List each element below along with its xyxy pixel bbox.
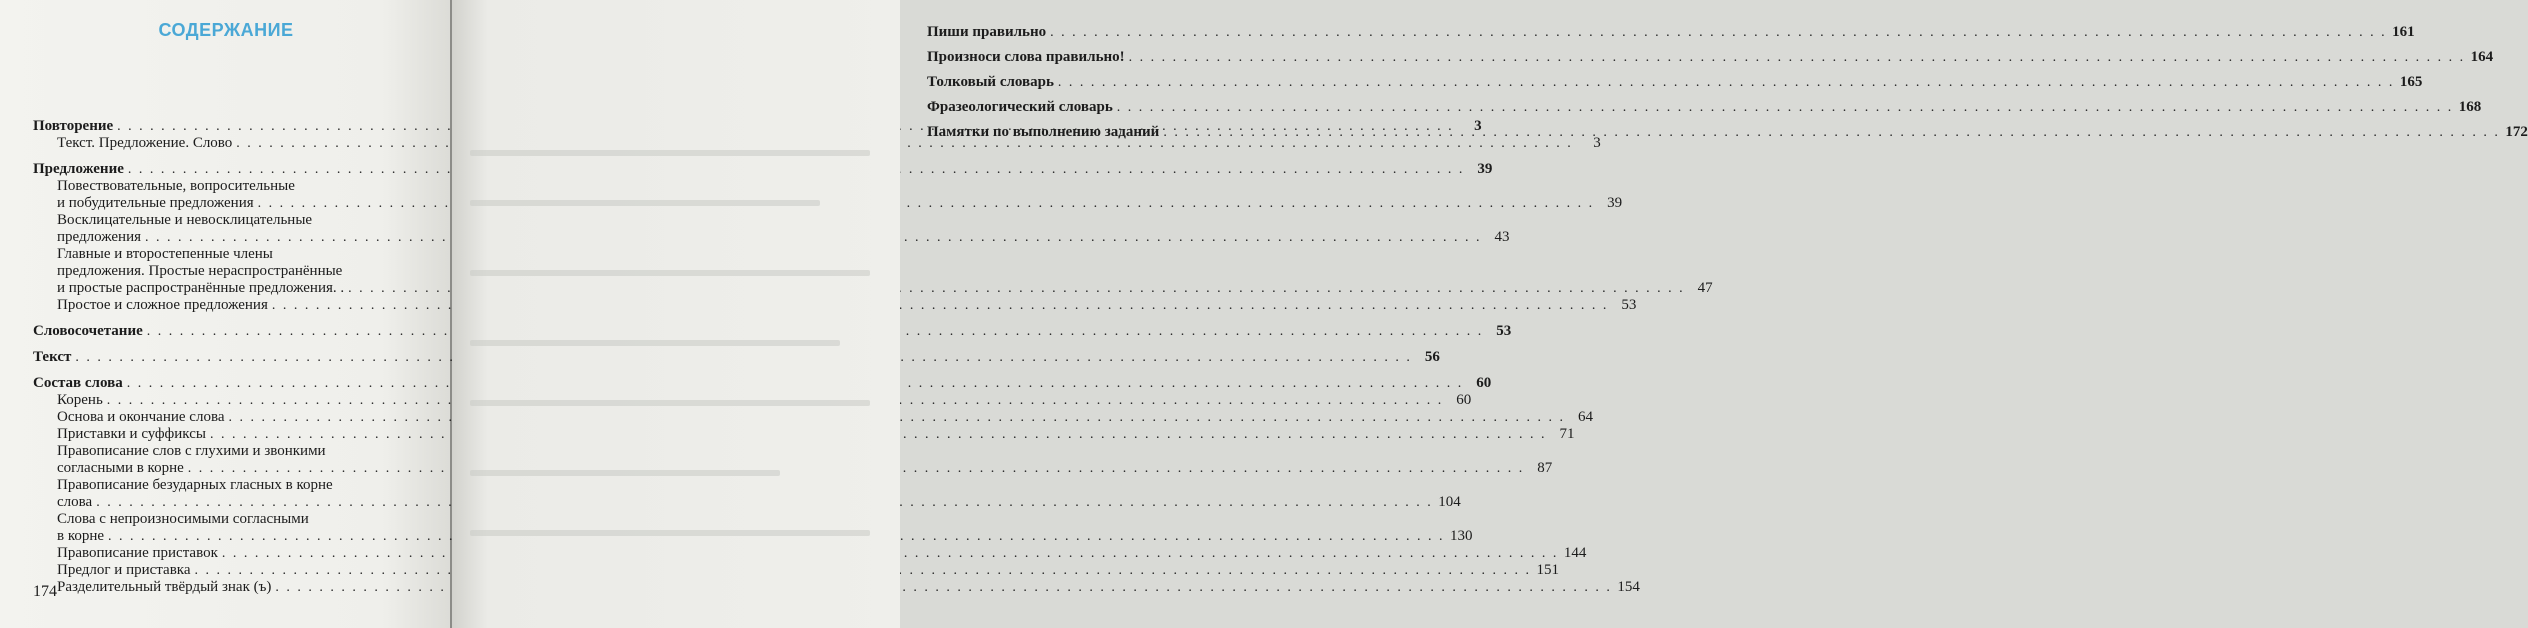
toc-entry-page: 104 — [1438, 494, 1461, 510]
toc-entry — [33, 195, 1623, 212]
toc-entry-line: предложения. Простые нераспространённые — [57, 263, 343, 279]
toc-entry — [33, 409, 1593, 426]
toc-entry-line: Слова с непроизносимыми согласными — [57, 511, 309, 527]
toc-entry — [33, 579, 1640, 596]
toc-entry-title: Памятки по выполнению заданий — [927, 124, 1160, 140]
toc-entry-title: Толковый словарь — [927, 74, 1054, 90]
toc-entry-title: предложения — [57, 229, 142, 245]
toc-entry-page: 60 — [1476, 375, 1492, 391]
toc-entry-page: 53 — [1621, 297, 1637, 313]
toc-entry — [33, 528, 1473, 545]
toc-entry-page: 165 — [2399, 74, 2423, 90]
bleed-through — [470, 270, 870, 276]
toc-entry-page: 168 — [2458, 99, 2482, 115]
toc-entry-page: 71 — [1559, 426, 1575, 442]
toc-entry — [33, 135, 1601, 152]
toc-entry-page: 60 — [1456, 392, 1472, 408]
toc-entry — [33, 323, 1512, 340]
toc-entry-page: 56 — [1424, 349, 1440, 365]
toc-entry-line: Восклицательные и невосклицательные — [57, 212, 313, 228]
toc-entry — [33, 562, 1559, 579]
bleed-through — [470, 530, 870, 536]
page-title: СОДЕРЖАНИЕ — [158, 20, 294, 40]
toc-entry — [927, 70, 2423, 95]
toc-entry-page: 87 — [1537, 460, 1553, 476]
toc-entry-title: Простое и сложное предложения — [57, 297, 268, 313]
toc-entry — [33, 161, 1493, 178]
toc-gap — [33, 340, 431, 349]
toc-entry-title: Текст. Предложение. Слово — [57, 135, 233, 151]
toc-entry-title: в корне — [57, 528, 105, 544]
toc-entry-title: Корень — [57, 392, 103, 408]
toc-entry — [33, 392, 1472, 409]
toc-entry-line: Повествовательные, вопросительные — [57, 178, 295, 194]
toc-entry-page: 154 — [1617, 579, 1640, 595]
toc-entry-page: 47 — [1697, 280, 1713, 296]
toc-leader-dots — [1163, 120, 2500, 145]
toc-entry-title: Пиши правильно — [927, 24, 1047, 40]
toc-entry — [927, 120, 2528, 145]
toc-entry — [927, 95, 2482, 120]
toc-entry — [33, 545, 1587, 562]
toc-entry-title: Словосочетание — [33, 323, 143, 339]
toc-right — [927, 20, 2528, 145]
toc-leader-dots — [1117, 95, 2454, 120]
toc-entry-title: и простые распространённые предложения. . — [57, 280, 345, 296]
toc-entry-title: Фразеологический словарь — [927, 99, 1113, 115]
toc-entry-page: 172 — [2505, 124, 2528, 140]
toc-gap — [33, 314, 431, 323]
toc-leader-dots — [1050, 20, 2387, 45]
toc-entry — [33, 349, 1440, 366]
toc-entry-title: Основа и окончание слова — [57, 409, 225, 425]
toc-entry-page: 3 — [1593, 135, 1601, 151]
toc-entry-title: Правописание приставок — [57, 545, 218, 561]
toc-entry — [33, 375, 1492, 392]
toc-entry — [33, 494, 1461, 511]
bleed-through — [470, 400, 870, 406]
toc-entry-title: Произноси слова правильно! — [927, 49, 1125, 65]
toc-entry-page: 39 — [1607, 195, 1623, 211]
toc-entry-page: 161 — [2392, 24, 2415, 40]
toc-entry — [927, 45, 2494, 70]
toc-leader-dots — [1058, 70, 2395, 95]
toc-gap — [33, 366, 431, 375]
toc-entry-title: Текст — [33, 349, 72, 365]
bleed-through — [470, 470, 780, 476]
toc-gap — [33, 152, 431, 161]
toc-entry — [927, 20, 2415, 45]
toc-entry — [33, 229, 1510, 246]
page-number: 174 — [33, 583, 57, 600]
toc-entry-title: Предложение — [33, 161, 124, 177]
toc-entry-page: 130 — [1450, 528, 1473, 544]
toc-entry-page: 43 — [1494, 229, 1510, 245]
toc-entry-title: слова — [57, 494, 93, 510]
toc-entry — [33, 426, 1575, 443]
bleed-through — [470, 340, 840, 346]
toc-entry-line: Правописание слов с глухими и звонкими — [57, 443, 326, 459]
toc-entry-page: 53 — [1496, 323, 1512, 339]
toc-entry-line: Главные и второстепенные члены — [57, 246, 273, 262]
toc-entry-title: Приставки и суффиксы — [57, 426, 206, 442]
toc-leader-dots — [1129, 45, 2466, 70]
toc-entry-page: 3 — [1474, 118, 1482, 134]
toc-entry-page: 39 — [1477, 161, 1493, 177]
toc-entry-title: Предлог и приставка — [57, 562, 191, 578]
toc-entry-title: Состав слова — [33, 375, 123, 391]
toc-entry — [33, 460, 1553, 477]
bleed-through — [470, 200, 820, 206]
toc-entry-page: 151 — [1536, 562, 1559, 578]
toc-entry — [33, 280, 1713, 297]
toc-entry — [33, 297, 1637, 314]
toc-entry-page: 164 — [2470, 49, 2494, 65]
toc-entry-title: согласными в корне — [57, 460, 184, 476]
toc-entry-page: 64 — [1578, 409, 1593, 425]
toc-entry-title: и побудительные предложения — [57, 195, 254, 211]
toc-entry-line: Правописание безударных гласных в корне — [57, 477, 333, 493]
toc-entry-title: Повторение — [33, 118, 114, 134]
toc-entry-page: 144 — [1563, 545, 1587, 561]
bleed-through — [470, 150, 870, 156]
toc-entry-title: Разделительный твёрдый знак (ъ) — [57, 579, 272, 595]
